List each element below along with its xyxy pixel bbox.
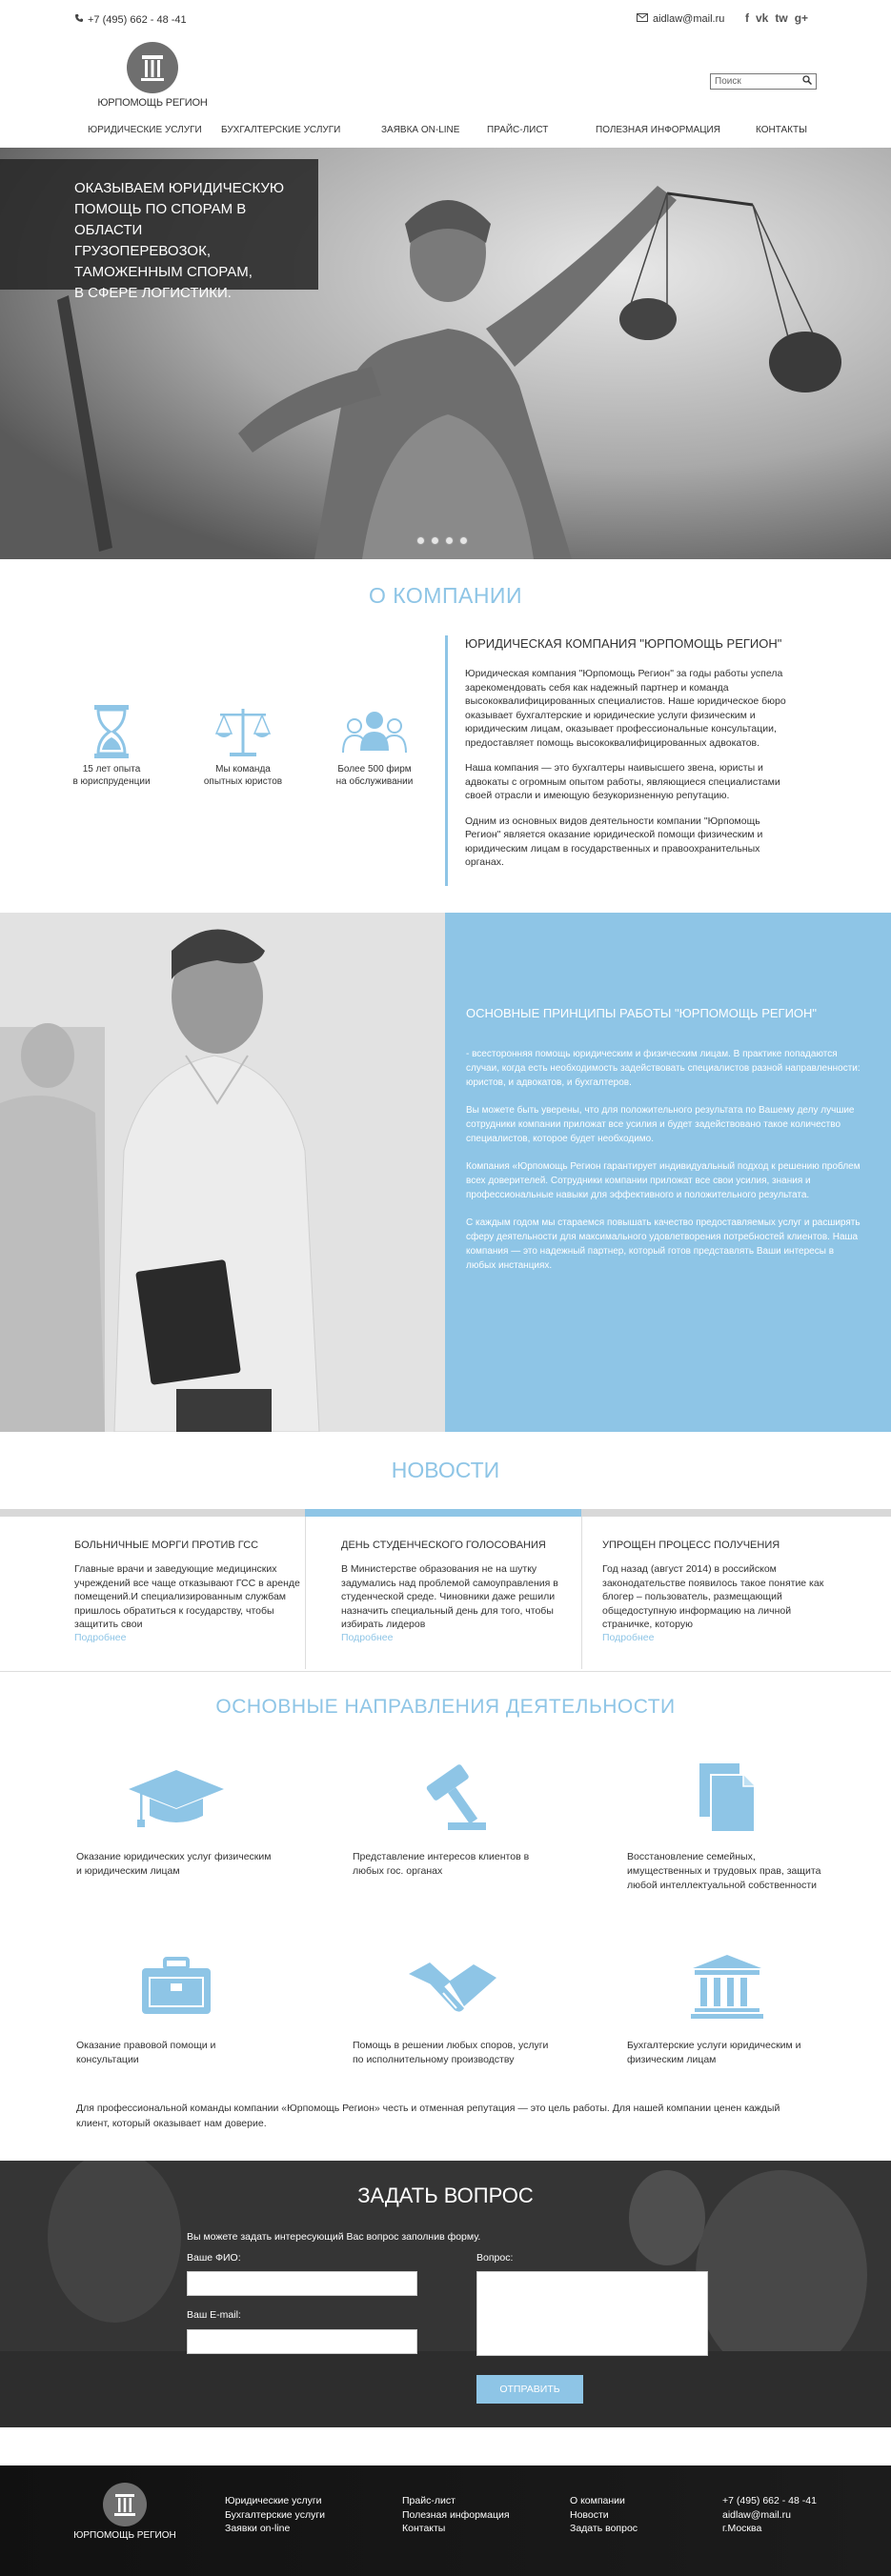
hero-caption-line: ТАМОЖЕННЫМ СПОРАМ, (74, 264, 253, 280)
footer (0, 2465, 891, 2576)
slider-dot[interactable] (431, 536, 439, 545)
nav-useful-info[interactable]: ПОЛЕЗНАЯ ИНФОРМАЦИЯ (596, 125, 720, 135)
principles-paragraph: - всесторонняя помощь юридическим и физическим лицам. В практике попадаются случаи, когда есть необходимость задействовать специалистов разной направленности: юристов, и адвокатов, и бухгалтеров. (466, 1049, 861, 1088)
stat-experience (59, 705, 164, 788)
activity-item (627, 1755, 827, 1893)
activity-text: Оказание правовой помощи и консультации (76, 2040, 216, 2065)
facebook-icon[interactable]: f (745, 11, 749, 25)
slider-dot[interactable] (445, 536, 454, 545)
nav-contacts[interactable]: КОНТАКТЫ (756, 125, 807, 135)
footer-logo-text: ЮРПОМОЩЬ РЕГИОН (73, 2530, 176, 2541)
footer-col-info (402, 2494, 510, 2536)
send-button[interactable]: ОТПРАВИТЬ (476, 2375, 583, 2404)
header-phone[interactable] (74, 13, 187, 26)
stat-line: 15 лет опыта (82, 764, 141, 775)
about-paragraph: Юридическая компания "Юрпомощь Регион" за годы работы успела зарекомендовать себя как надежный партнер и команда высококвалифицированных специалистов. Наше юридическое бюро оказывает бухгалтерские и юридические услуги физическим и юридическим лицам, оказывает профессиональные консультации, предоставляет помощь высококвалифицированных адвокатов. (465, 668, 786, 749)
stat-line: на обслуживании (335, 776, 414, 787)
hero-caption-line: ГРУЗОПЕРЕВОЗОК, (74, 243, 211, 259)
google-plus-icon[interactable]: g+ (794, 11, 809, 25)
footer-logo[interactable] (72, 2483, 177, 2541)
news-more-link[interactable]: Подробнее (602, 1631, 655, 1643)
footer-email[interactable]: aidlaw@mail.ru (722, 2508, 791, 2521)
principles-paragraph: Компания «Юрпомощь Регион гарантирует индивидуальный подход к решению проблем всех доверителей. Сотрудники компании приложат все свои усилия, знания и профессиональные навыки для эффективного и положительного результата. (466, 1161, 861, 1200)
social-links (745, 11, 808, 25)
activity-text: Помощь в решении любых споров, услуги по исполнительному производству (353, 2040, 549, 2065)
news-active-indicator (305, 1509, 581, 1517)
logo-text: ЮРПОМОЩЬ РЕГИОН (97, 97, 208, 109)
nav-accounting-services[interactable]: БУХГАЛТЕРСКИЕ УСЛУГИ (221, 125, 341, 135)
lawyer-photo (0, 913, 445, 1432)
footer-contacts (722, 2494, 817, 2536)
about-heading: ЮРИДИЧЕСКАЯ КОМПАНИЯ "ЮРПОМОЩЬ РЕГИОН" (465, 636, 782, 651)
about-text (465, 667, 799, 881)
logo-column-icon (103, 2483, 147, 2526)
activity-item (76, 1943, 276, 2067)
logo-column-icon (127, 42, 178, 93)
slider-dot[interactable] (416, 536, 425, 545)
vk-icon[interactable]: vk (756, 11, 769, 25)
search-icon[interactable] (802, 75, 812, 88)
activity-item (76, 1755, 276, 1879)
header-phone-text: +7 (495) 662 - 48 -41 (88, 13, 187, 26)
activity-item (353, 1943, 553, 2067)
nav-online-request[interactable]: ЗАЯВКА ON-LINE (381, 125, 460, 135)
email-field[interactable] (187, 2329, 417, 2354)
news-item-text: В Министерстве образования не на шутку задумались над проблемой самоуправления в студенческой среде. Чиновники даже решили назначить специальный день для того, чтобы избирать лидеров (341, 1563, 558, 1630)
hero-slider (0, 148, 891, 559)
ask-lead: Вы можете задать интересующий Вас вопрос заполнив форму. (187, 2231, 481, 2243)
footer-col-services (225, 2494, 325, 2536)
email-label: Ваш E-mail: (187, 2309, 241, 2321)
site-logo[interactable] (95, 42, 210, 114)
footer-link[interactable]: Контакты (402, 2523, 446, 2534)
main-nav (0, 120, 891, 143)
news-separator (581, 1517, 582, 1669)
news-item (602, 1540, 840, 1643)
stat-clients (322, 705, 427, 788)
handshake-icon (353, 1943, 553, 2029)
graduation-cap-icon (76, 1755, 276, 1841)
top-bar (0, 0, 891, 40)
footer-city: г.Москва (722, 2523, 762, 2534)
nav-legal-services[interactable]: ЮРИДИЧЕСКИЕ УСЛУГИ (88, 125, 202, 135)
news-item-text: Год назад (август 2014) в российском законодательстве появилось такое понятие как блогер – пользователь, размещающий общедоступную информацию на личной страничке, которую (602, 1563, 824, 1630)
stat-line: в юриспруденции (72, 776, 151, 787)
stat-line: опытных юристов (203, 776, 283, 787)
news-title: НОВОСТИ (391, 1458, 500, 1482)
activity-text: Представление интересов клиентов в любых гос. органах (353, 1851, 530, 1877)
hourglass-icon (59, 705, 164, 758)
mail-icon (637, 13, 648, 25)
twitter-icon[interactable]: tw (775, 11, 788, 25)
activity-text: Восстановление семейных, имущественных и трудовых прав, защита любой интеллектуальной собственности (627, 1851, 821, 1891)
ask-title: ЗАДАТЬ ВОПРОС (357, 2184, 534, 2207)
footer-link[interactable]: Заявки on-line (225, 2523, 291, 2534)
news-item (341, 1540, 579, 1643)
slider-dot[interactable] (459, 536, 468, 545)
hero-caption-line: ОКАЗЫВАЕМ ЮРИДИЧЕСКУЮ (74, 180, 285, 196)
principles-paragraph: Вы можете быть уверены, что для положительного результата по Вашему делу лучшие сотрудники компании приложат все усилия и будет задействовано такое количество специалистов, которое будет необходимо. (466, 1105, 855, 1144)
about-paragraph: Наша компания — это бухгалтеры наивысшего звена, юристы и адвокаты с огромным опытом работы, являющиеся специалистами своей отрасли и имеющую безукоризненную репутацию. (465, 762, 780, 801)
footer-link[interactable]: Полезная информация (402, 2508, 510, 2521)
news-item-title[interactable]: БОЛЬНИЧНЫЕ МОРГИ ПРОТИВ ГСС (74, 1540, 259, 1551)
slider-dots (416, 536, 468, 545)
question-textarea[interactable] (476, 2271, 708, 2356)
activity-item (627, 1943, 827, 2067)
news-item-title[interactable]: УПРОЩЕН ПРОЦЕСС ПОЛУЧЕНИЯ (602, 1540, 780, 1551)
activities-title: ОСНОВНЫЕ НАПРАВЛЕНИЯ ДЕЯТЕЛЬНОСТИ (215, 1696, 676, 1718)
news-divider (0, 1671, 891, 1672)
search-input[interactable] (710, 73, 817, 90)
name-label: Ваше ФИО: (187, 2252, 241, 2264)
activity-item (353, 1755, 553, 1879)
news-tab-bar (0, 1509, 891, 1517)
phone-icon (74, 13, 84, 26)
hero-caption (0, 159, 318, 301)
question-label: Вопрос: (476, 2252, 514, 2264)
news-item (74, 1540, 313, 1643)
about-paragraph: Одним из основных видов деятельности компании "Юрпомощь Регион" является оказание юридической помощи физическим и юридическим лицам в государственных и правоохранительных органах. (465, 815, 763, 868)
footer-link[interactable]: Задать вопрос (570, 2523, 638, 2534)
activity-text: Бухгалтерские услуги юридическим и физическим лицам (627, 2040, 801, 2065)
header-email[interactable] (637, 13, 724, 25)
footer-link[interactable]: Юридические услуги (225, 2495, 322, 2506)
news-item-text: Главные врачи и заведующие медицинских учреждений все чаще отказывают ГСС в аренде помещений.И специализированным службам пришлось обратиться к государству, чтобы защитить свои (74, 1563, 300, 1630)
footer-link[interactable]: О компании (570, 2495, 625, 2506)
about-divider (445, 635, 448, 886)
documents-icon (627, 1755, 827, 1841)
footer-link[interactable]: Новости (570, 2508, 609, 2521)
activity-text: Оказание юридических услуг физическим и юридическим лицам (76, 1851, 272, 1877)
stat-line: Мы команда (215, 764, 271, 775)
news-more-link[interactable]: Подробнее (341, 1631, 394, 1643)
nav-price-list[interactable]: ПРАЙС-ЛИСТ (487, 125, 549, 135)
gavel-icon (353, 1755, 553, 1841)
principles-panel (445, 913, 891, 1432)
footer-link[interactable]: Бухгалтерские услуги (225, 2508, 326, 2521)
bank-icon (627, 1943, 827, 2029)
about-title: О КОМПАНИИ (368, 583, 522, 608)
people-group-icon (322, 705, 427, 758)
name-field[interactable] (187, 2271, 417, 2296)
footer-phone[interactable]: +7 (495) 662 - 48 -41 (722, 2495, 817, 2506)
principles-paragraph: С каждым годом мы стараемся повышать качество предоставляемых услуг и расширять сферу деятельности для максимального удовлетворения потребностей клиентов. Наша компания — это надежный партнер, который готов представлять Ваши интересы в любых инстанциях. (466, 1218, 861, 1271)
news-item-title[interactable]: ДЕНЬ СТУДЕНЧЕСКОГО ГОЛОСОВАНИЯ (341, 1540, 546, 1551)
scales-icon (191, 705, 295, 758)
briefcase-icon (76, 1943, 276, 2029)
search-placeholder: Поиск (715, 76, 741, 87)
ask-question-section (0, 2161, 891, 2427)
hero-caption-line: В СФЕРЕ ЛОГИСТИКИ. (74, 285, 232, 301)
footer-link[interactable]: Прайс-лист (402, 2495, 456, 2506)
stat-team (191, 705, 295, 788)
activities-note: Для профессиональной команды компании «Юрпомощь Регион» честь и отменная репутация — это цель работы. Для нашей компании ценен каждый клиент, который оказывает нам доверие. (76, 2103, 780, 2129)
footer-col-company (570, 2494, 638, 2536)
stat-line: Более 500 фирм (337, 764, 412, 775)
hero-caption-line: ПОМОЩЬ ПО СПОРАМ В ОБЛАСТИ (74, 201, 247, 238)
news-more-link[interactable]: Подробнее (74, 1631, 127, 1643)
principles-heading: ОСНОВНЫЕ ПРИНЦИПЫ РАБОТЫ "ЮРПОМОЩЬ РЕГИОН" (466, 1006, 818, 1020)
header-email-text: aidlaw@mail.ru (653, 13, 725, 25)
